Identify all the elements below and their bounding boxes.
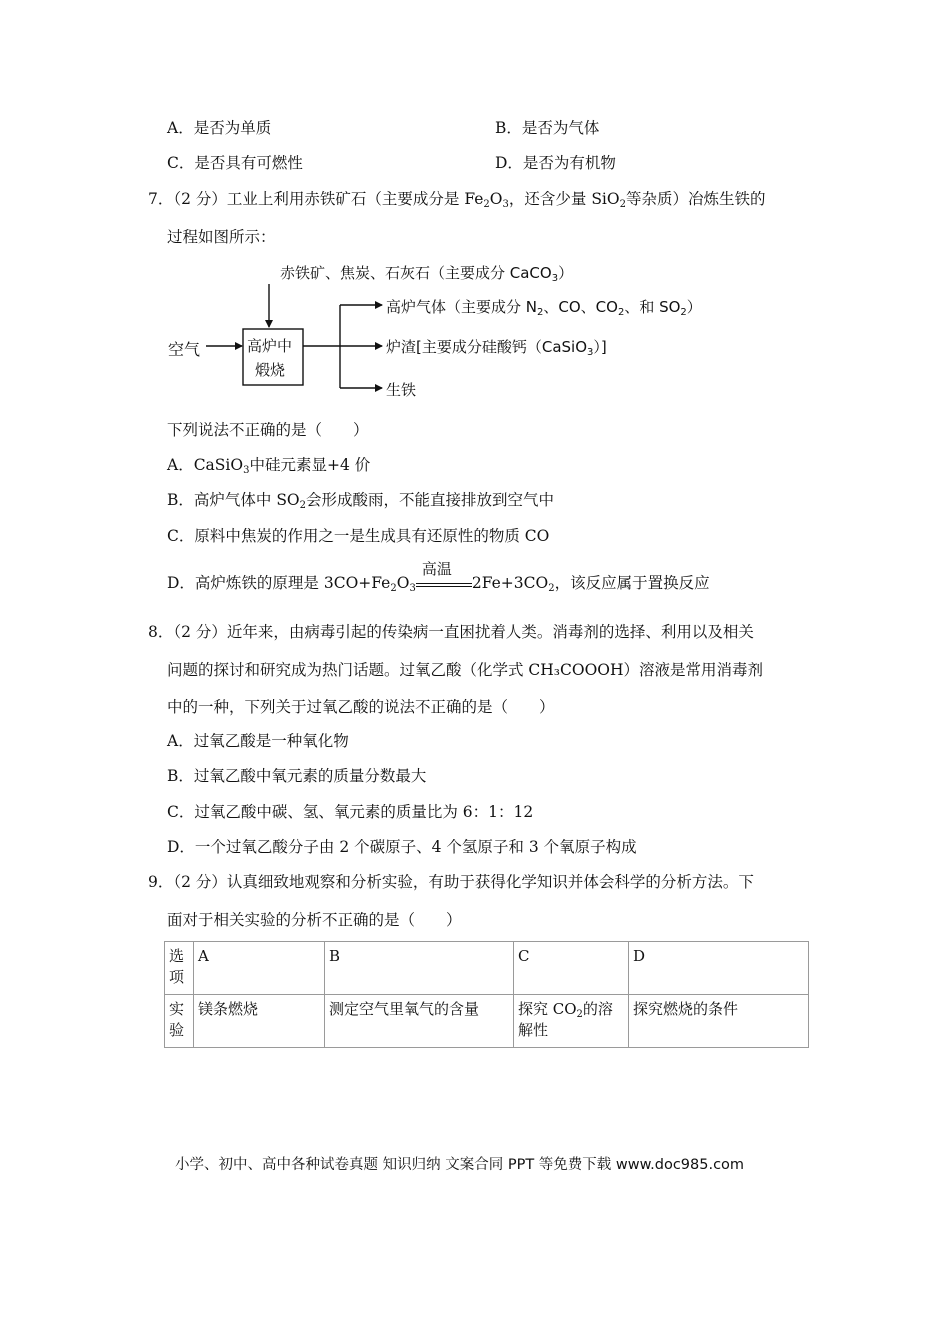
table-cell-label: 实验	[165, 995, 194, 1048]
q6-option-a: A．是否为单质	[167, 119, 272, 137]
q9-options-table	[164, 941, 809, 1048]
table-row	[165, 995, 809, 1048]
q8-stem-line1: 8．（2 分）近年来，由病毒引起的传染病一直困扰着人类。消毒剂的选择、利用以及相关	[148, 623, 754, 641]
table-cell: D	[629, 942, 809, 995]
diagram-furnace-label-2: 煅烧	[255, 361, 286, 379]
diagram-air-label: 空气	[168, 340, 201, 359]
q8-stem-line2: 问题的探讨和研究成为热门话题。过氧乙酸（化学式 CH₃COOOH）溶液是常用消毒剂	[167, 661, 764, 679]
q7-option-b: B．高炉气体中 $SO_2$会形成酸雨，不能直接排放到空气中	[167, 491, 555, 511]
diagram-output-gas: 高炉气体（主要成分 $N_2$、CO、$CO_2$、和 $SO_2$）	[386, 298, 702, 318]
diagram-output-slag: 炉渣[主要成分硅酸钙（CaSiO$_3$）]	[386, 338, 607, 358]
table-cell: 镁条燃烧	[194, 995, 325, 1048]
diagram-raw-materials: 赤铁矿、焦炭、石灰石（主要成分 CaCO$_3$）	[280, 264, 574, 284]
q8-option-b: B．过氧乙酸中氧元素的质量分数最大	[167, 767, 427, 785]
table-cell: A	[194, 942, 325, 995]
q8-option-c: C．过氧乙酸中碳、氢、氧元素的质量比为 6：1：12	[167, 803, 534, 821]
q6-option-c: C．是否具有可燃性	[167, 154, 303, 172]
q9-stem-line2: 面对于相关实验的分析不正确的是（ ）	[167, 911, 462, 929]
q7-option-d: D．高炉炼铁的原理是 $3CO+Fe_2O_3$ 高温 $2Fe+3CO_2$，该反应属于置换反应	[167, 560, 710, 594]
table-cell: 探究 $CO_2$的溶解性	[514, 995, 629, 1048]
reaction-condition: 高温	[416, 573, 472, 593]
diagram-arrows	[0, 0, 950, 420]
table-cell: C	[514, 942, 629, 995]
table-row	[165, 942, 809, 995]
table-cell: B	[325, 942, 514, 995]
q6-option-b: B．是否为气体	[495, 119, 600, 137]
q8-option-d: D．一个过氧乙酸分子由 2 个碳原子、4 个氢原子和 3 个氧原子构成	[167, 838, 637, 856]
q7-stem-line2: 过程如图所示：	[167, 228, 276, 246]
q8-stem-line3: 中的一种，下列关于过氧乙酸的说法不正确的是（ ）	[167, 698, 555, 716]
q9-stem-line1: 9．（2 分）认真细致地观察和分析实验，有助于获得化学知识并体会科学的分析方法。下	[148, 873, 754, 891]
q7-option-c: C．原料中焦炭的作用之一是生成具有还原性的物质 CO	[167, 527, 550, 545]
q6-option-d: D．是否为有机物	[495, 154, 616, 172]
q7-option-a: A．CaSiO$_3$中硅元素显+4 价	[167, 456, 371, 476]
diagram-output-iron: 生铁	[386, 381, 417, 399]
q7-stem-line1: 7．（2 分）工业上利用赤铁矿石（主要成分是 $Fe_2O_3$，还含少量 SiO$_2$等杂质）冶炼生铁的	[148, 190, 766, 210]
table-cell: 探究燃烧的条件	[629, 995, 809, 1048]
q8-option-a: A．过氧乙酸是一种氧化物	[167, 732, 349, 750]
diagram-furnace-label-1: 高炉中	[247, 337, 293, 355]
q7-question: 下列说法不正确的是（ ）	[167, 421, 369, 439]
page-footer: 小学、初中、高中各种试卷真题 知识归纳 文案合同 PPT 等免费下载 www.doc985.com	[175, 1157, 745, 1173]
table-cell: 测定空气里氧气的含量	[325, 995, 514, 1048]
table-cell-label: 选项	[165, 942, 194, 995]
